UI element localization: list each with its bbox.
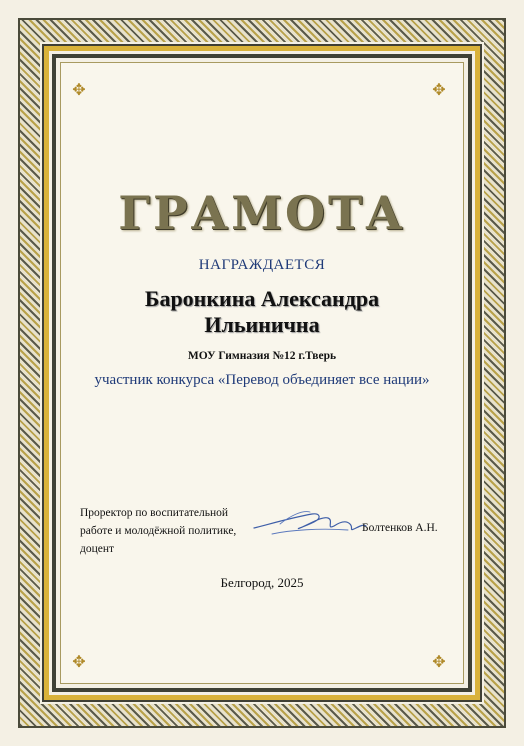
organization: МОУ Гимназия №12 г.Тверь: [187, 350, 337, 362]
certificate-title: ГРАМОТА: [118, 186, 406, 240]
recipient-name: [60, 286, 464, 338]
corner-ornament-icon: [70, 654, 88, 672]
awarded-label: НАГРАЖДАЕТСЯ: [198, 257, 326, 273]
recipient-name-line1: Баронкина Александра: [144, 286, 380, 311]
corner-ornament-icon: [430, 82, 448, 100]
place-date: Белгород, 2025: [220, 575, 304, 590]
corner-ornament-icon: [70, 82, 88, 100]
handwritten-signature: [250, 504, 368, 544]
corner-ornament-icon: [430, 654, 448, 672]
recipient-name-line2: Ильинична: [204, 312, 320, 337]
signer-position: Проректор по воспитательной работе и молодёжной политике, доцент: [80, 507, 237, 555]
contest-description: участник конкурса «Перевод объединяет все нации»: [94, 372, 430, 388]
signer-name: Болтенков А.Н.: [362, 522, 438, 534]
